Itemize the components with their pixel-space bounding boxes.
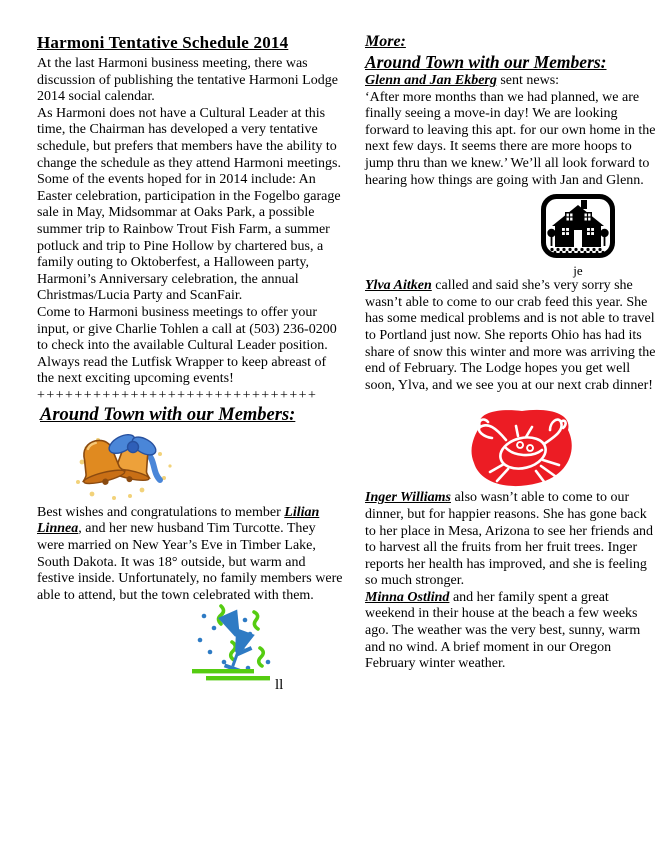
house-image (541, 194, 615, 278)
schedule-paragraph-2: As Harmoni does not have a Cultural Leader at this time, the Chairman has developed a very tentative schedule, but prefers that members have the ability to change the schedule as they attend Harmoni meetings. Some of the events hoped for in 2014 include: An Easter celebration, participation in the Fogelbo garage sale in May, Midsommar at Oaks Park, a possible summer trip to Rainbow Trout Fish Farm, a summer potluck and trip to Pine Hollow by chartered bus, a family outing to Oktoberfest, a Halloween party, Harmoni’s Anniversary celebration, the annual Christmas/Lucia Party and ScanFair. (37, 105, 342, 304)
ylva-rest: called and said she’s very sorry she wasn’t able to come to our crab feed this year. She has some medical problems and is not able to travel to Portland just now. She reports Ohio has had its share of snow this winter and more was arriving the end of February. The Lodge hopes you get well soon, Ylva, and we see you at our next crab dinner! (365, 278, 656, 393)
minna-rest: and her family spent a great weekend in their house at the beach a few weeks ago. The weather was the very best, sunny, warm and no wind. A brief moment in our Oregon February winter weather. (365, 589, 641, 672)
wedding-bells-icon (70, 428, 176, 502)
ekberg-paragraph (365, 73, 659, 189)
section-heading-around-town-right: Around Town with our Members: (365, 52, 607, 72)
ekberg-intro: sent news: (496, 73, 560, 88)
wedding-lead: Best wishes and congratulations to member (37, 504, 285, 520)
champagne-toast-icon (190, 604, 276, 684)
ekberg-body: ‘After more months than we had planned, we are finally seeing a move-in day! We are looking forward to leaving this apt. for our own home in the next few days. It seems there are more hoops to jump thru than we knew.’ We’ll all look forward to hearing how things are going with Jan and Glenn. (365, 89, 656, 188)
inger-paragraph (365, 490, 659, 590)
member-name-minna: Minna Ostlind (365, 589, 450, 605)
wedding-bells-image (70, 428, 176, 502)
house-caption: je (573, 263, 583, 279)
member-name-lilian-linnea: Lilian Linnea (37, 504, 320, 537)
wedding-paragraph (37, 505, 343, 605)
champagne-toast-image (190, 604, 276, 684)
member-name-inger: Inger Williams (365, 490, 451, 506)
left-column (37, 33, 343, 693)
more-heading: More: (365, 33, 406, 50)
house-icon (541, 194, 615, 258)
section-heading-around-town-left: Around Town with our Members: (40, 404, 296, 425)
member-name-ekberg: Glenn and Jan Ekberg (365, 73, 497, 88)
article-title: Harmoni Tentative Schedule 2014 (37, 33, 289, 52)
schedule-paragraph-1: At the last Harmoni business meeting, there was discussion of publishing the tentative Harmoni Lodge 2014 social calendar. (37, 56, 338, 105)
crab-icon (466, 406, 578, 490)
inger-rest: also wasn’t able to come to our dinner, but for happier reasons. She has gone back to her place in Mesa, Arizona to see her friends and to harvest all the fruits from her fruit trees. Inger reports her health has improved, and she is feeling so much stronger. (365, 490, 654, 589)
right-column (365, 31, 659, 673)
page-number: ll (275, 677, 284, 694)
schedule-paragraph-3: Come to Harmoni business meetings to offer your input, or give Charlie Tohlen a call at (503) 236-0200 to check into the available Cultural Leader position. Always read the Lutfisk Wrapper to keep abreast of the next exciting upcoming events! (37, 304, 337, 387)
crab-image (466, 406, 578, 490)
wedding-rest: , and her new husband Tim Turcotte. They were married on New Year’s Eve in Timber Lake, South Dakota. It was 18° outside, but warm and festive inside. Unfortunately, no family members were able to attend, but the town celebrated with them. (37, 521, 343, 603)
member-name-ylva: Ylva Aitken (365, 278, 432, 294)
plus-divider: ++++++++++++++++++++++++++++++ (37, 387, 318, 403)
minna-paragraph (365, 590, 659, 673)
ylva-paragraph (365, 278, 659, 394)
